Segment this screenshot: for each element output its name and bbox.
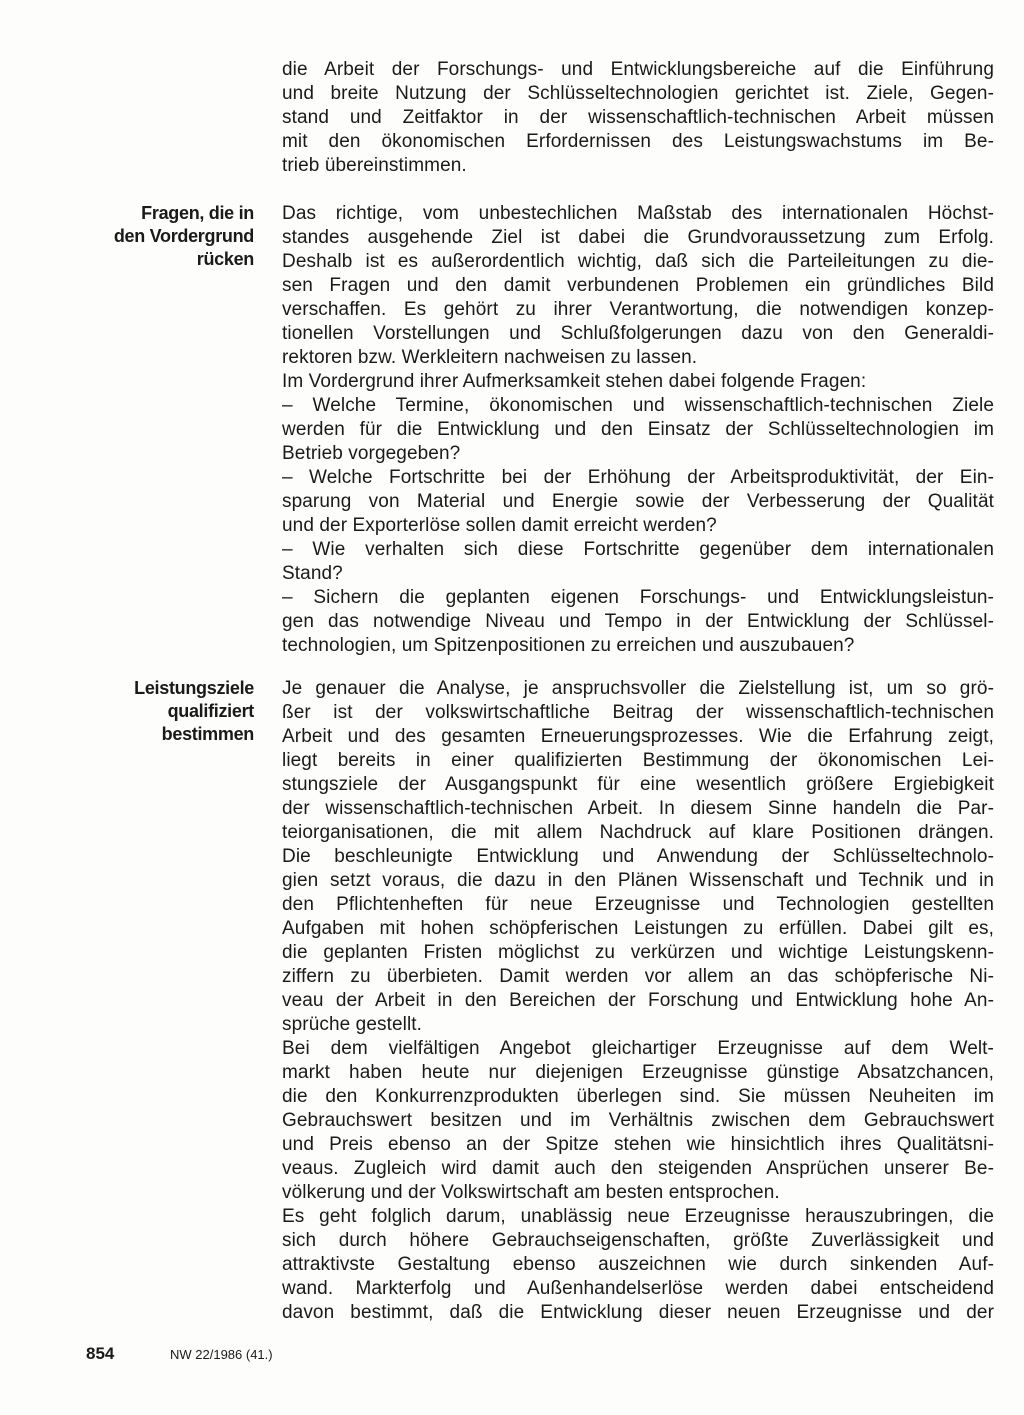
text-line: liegt bereits in einer qualifizierten Bestimmung der ökonomischen Lei- xyxy=(282,750,994,771)
text-line: und Preis ebenso an der Spitze stehen wie hinsichtlich ihres Qualitätsni- xyxy=(282,1134,994,1155)
text-line: Je genauer die Analyse, je anspruchsvoller die Zielstellung ist, um so grö- xyxy=(282,678,994,699)
side-heading-line: bestimmen xyxy=(161,724,254,744)
text-line: stand und Zeitfaktor in der wissenschaftlich-technischen Arbeit müssen xyxy=(282,107,994,128)
text-line: Bei dem vielfältigen Angebot gleichartiger Erzeugnisse auf dem Welt- xyxy=(282,1038,994,1059)
text-line: verschaffen. Es gehört zu ihrer Verantwortung, die notwendigen konzep- xyxy=(282,299,994,320)
text-line: werden für die Entwicklung und den Einsatz der Schlüsseltechnologien im xyxy=(282,419,994,440)
text-line: – Welche Fortschritte bei der Erhöhung der Arbeitsproduktivität, der Ein- xyxy=(282,467,994,488)
text-line: Stand? xyxy=(282,563,343,584)
text-line: – Sichern die geplanten eigenen Forschungs- und Entwicklungsleistun- xyxy=(282,587,994,608)
side-heading-line: qualifiziert xyxy=(167,701,254,721)
text-line: veau der Arbeit in den Bereichen der Forschung und Entwicklung hohe An- xyxy=(282,990,994,1011)
text-line: gen das notwendige Niveau und Tempo in der Entwicklung der Schlüssel- xyxy=(282,611,994,632)
text-line: markt haben heute nur diejenigen Erzeugnisse günstige Absatzchancen, xyxy=(282,1062,994,1083)
text-line: ßer ist der volkswirtschaftliche Beitrag der wissenschaftlich-technischen xyxy=(282,702,994,723)
text-line: Aufgaben mit hohen schöpferischen Leistungen zu erfüllen. Dabei gilt es, xyxy=(282,918,994,939)
text-line: Es geht folglich darum, unablässig neue Erzeugnisse herauszubringen, die xyxy=(282,1206,994,1227)
text-line: Im Vordergrund ihrer Aufmerksamkeit stehen dabei folgende Fragen: xyxy=(282,371,867,392)
text-line: veaus. Zugleich wird damit auch den steigenden Ansprüchen unserer Be- xyxy=(282,1158,994,1179)
text-line: – Wie verhalten sich diese Fortschritte gegenüber dem internationalen xyxy=(282,539,994,560)
text-line: sparung von Material und Energie sowie der Verbesserung der Qualität xyxy=(282,491,994,512)
text-line: Die beschleunigte Entwicklung und Anwendung der Schlüsseltechnolo- xyxy=(282,846,994,867)
text-line: und der Exporterlöse sollen damit erreicht werden? xyxy=(282,515,717,536)
text-line: Gebrauchswert besitzen und im Verhältnis zwischen dem Gebrauchswert xyxy=(282,1110,994,1131)
text-line: Das richtige, vom unbestechlichen Maßstab des internationalen Höchst- xyxy=(282,203,994,224)
text-line: attraktivste Gestaltung ebenso auszeichnen wie durch sinkenden Auf- xyxy=(282,1254,994,1275)
text-line: sich durch höhere Gebrauchseigenschaften, größte Zuverlässigkeit und xyxy=(282,1230,994,1251)
text-line: wand. Markterfolg und Außenhandelserlöse werden dabei entscheidend xyxy=(282,1278,994,1299)
text-line: teiorganisationen, die mit allem Nachdruck auf klare Positionen drängen. xyxy=(282,822,994,843)
text-line: stungsziele der Ausgangspunkt für eine wesentlich größere Ergiebigkeit xyxy=(282,774,994,795)
text-line: die Arbeit der Forschungs- und Entwicklungsbereiche auf die Einführung xyxy=(282,59,994,80)
text-line: Arbeit und des gesamten Erneuerungsprozesses. Wie die Erfahrung zeigt, xyxy=(282,726,994,747)
text-line: die geplanten Fristen möglichst zu verkürzen und wichtige Leistungskenn- xyxy=(282,942,994,963)
text-line: sprüche gestellt. xyxy=(282,1014,423,1035)
text-line: rektoren bzw. Werkleitern nachweisen zu lassen. xyxy=(282,347,698,368)
text-line: die den Konkurrenzprodukten überlegen sind. Sie müssen Neuheiten im xyxy=(282,1086,994,1107)
side-heading-line: Leistungsziele xyxy=(134,678,254,698)
page-number: 854 xyxy=(86,1344,115,1363)
text-line: mit den ökonomischen Erfordernissen des Leistungswachstums im Be- xyxy=(282,131,994,152)
text-line: der wissenschaftlich-technischen Arbeit. In diesem Sinne handeln die Par- xyxy=(282,798,994,819)
side-heading-line: Fragen, die in xyxy=(141,203,254,223)
text-line: und breite Nutzung der Schlüsseltechnologien gerichtet ist. Ziele, Gegen- xyxy=(282,83,994,104)
side-heading-line: rücken xyxy=(196,249,254,269)
text-line: völkerung und der Volkswirtschaft am besten entsprochen. xyxy=(282,1182,780,1203)
text-line: den Pflichtenheften für neue Erzeugnisse und Technologien gestellten xyxy=(282,894,994,915)
text-line: – Welche Termine, ökonomischen und wissenschaftlich-technischen Ziele xyxy=(282,395,994,416)
text-line: tionellen Vorstellungen und Schlußfolgerungen dazu von den Generaldi- xyxy=(282,323,994,344)
text-line: davon bestimmt, daß die Entwicklung dieser neuen Erzeugnisse und der xyxy=(282,1302,994,1323)
text-line: standes ausgehende Ziel ist dabei die Grundvoraussetzung zum Erfolg. xyxy=(282,227,994,248)
journal-citation: NW 22/1986 (41.) xyxy=(170,1347,273,1362)
text-line: sen Fragen und den damit verbundenen Problemen ein gründliches Bild xyxy=(282,275,994,296)
text-line: technologien, um Spitzenpositionen zu erreichen und auszubauen? xyxy=(282,635,855,656)
text-line: Deshalb ist es außerordentlich wichtig, daß sich die Parteileitungen zu die- xyxy=(282,251,994,272)
side-heading-line: den Vordergrund xyxy=(113,226,254,246)
text-line: Betrieb vorgegeben? xyxy=(282,443,461,464)
text-line: gien setzt voraus, die dazu in den Plänen Wissenschaft und Technik und in xyxy=(282,870,994,891)
text-line: trieb übereinstimmen. xyxy=(282,155,467,176)
text-line: ziffern zu überbieten. Damit werden vor allem an das schöpferische Ni- xyxy=(282,966,994,987)
